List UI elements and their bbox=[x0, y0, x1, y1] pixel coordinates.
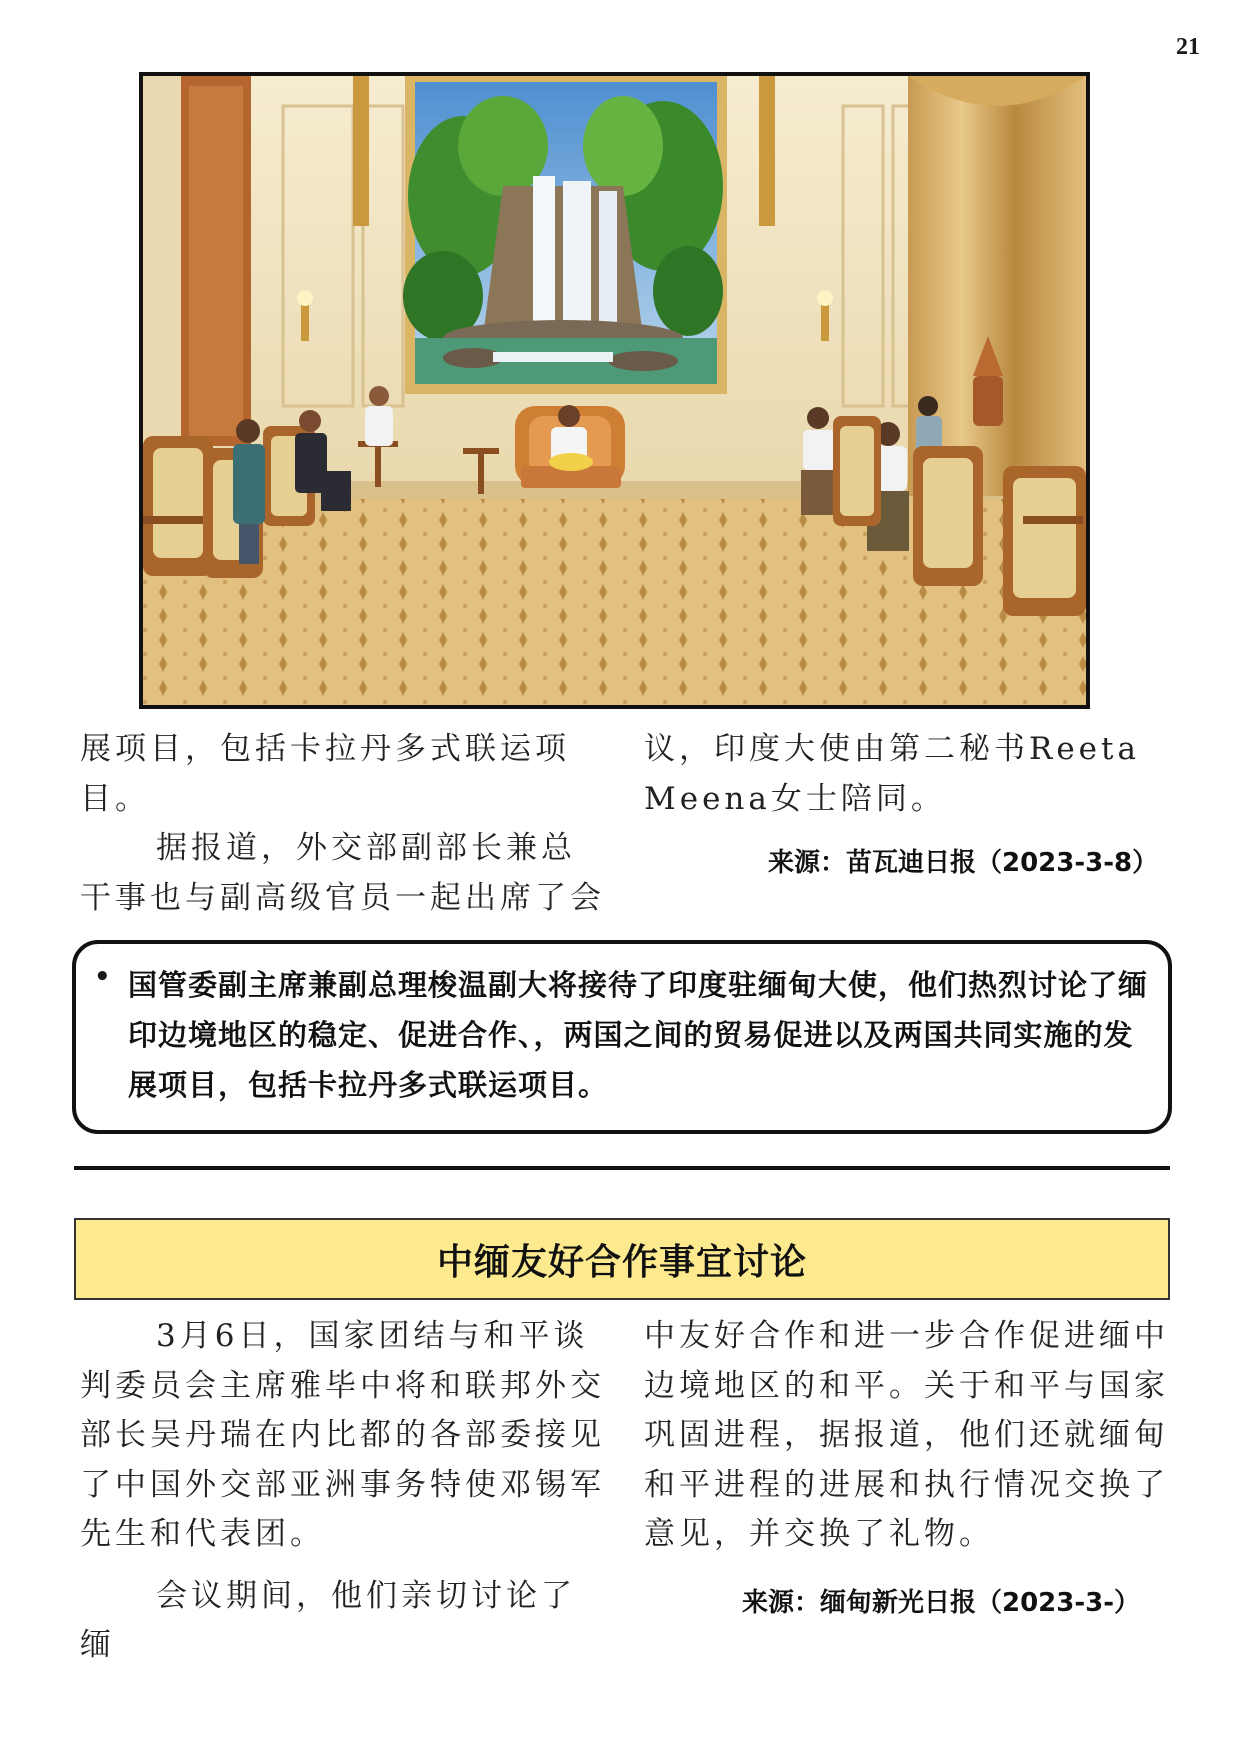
lower-article-left-column bbox=[80, 1312, 610, 1671]
upper-article-left-column bbox=[80, 725, 610, 923]
lower-right-paragraph-1: 中友好合作和进一步合作促进缅中边境地区的和平。关于和平与国家巩固进程，据报道，他们还就缅甸和平进程的进展和执行情况交换了意见，并交换了礼物。 bbox=[644, 1318, 1169, 1552]
upper-left-paragraph-2: 据报道，外交部副部长兼总干事也与副高级官员一起出席了会 bbox=[80, 830, 605, 916]
upper-left-paragraph-1: 展项目，包括卡拉丹多式联运项目。 bbox=[80, 731, 570, 817]
upper-right-paragraph-1: 议，印度大使由第二秘书Reeta Meena女士陪同。 bbox=[644, 731, 1140, 817]
summary-callout-box bbox=[72, 940, 1172, 1134]
bullet-icon: • bbox=[94, 962, 111, 992]
section-divider bbox=[74, 1166, 1170, 1170]
meeting-photo bbox=[139, 72, 1090, 709]
lower-article-source: 来源：缅甸新光日报（2023-3-） bbox=[742, 1588, 1141, 1618]
lower-left-paragraph-1: 3月6日，国家团结与和平谈判委员会主席雅毕中将和联邦外交部长吴丹瑞在内比都的各部委接见了中国外交部亚洲事务特使邓锡军先生和代表团。 bbox=[80, 1318, 605, 1552]
lower-left-paragraph-2: 会议期间，他们亲切讨论了缅 bbox=[80, 1577, 576, 1663]
summary-callout-text: 国管委副主席兼副总理梭温副大将接待了印度驻缅甸大使，他们热烈讨论了缅印边境地区的稳定、促进合作、，两国之间的贸易促进以及两国共同实施的发展项目，包括卡拉丹多式联运项目。 bbox=[128, 968, 1149, 1102]
page-number: 21 bbox=[1176, 34, 1200, 60]
section-title: 中缅友好合作事宜讨论 bbox=[74, 1218, 1170, 1300]
meeting-photo-illustration bbox=[143, 76, 1086, 705]
upper-article-source: 来源：苗瓦迪日报（2023-3-8） bbox=[768, 848, 1159, 878]
upper-article-right-column bbox=[644, 725, 1174, 824]
lower-article-right-column bbox=[644, 1312, 1174, 1560]
